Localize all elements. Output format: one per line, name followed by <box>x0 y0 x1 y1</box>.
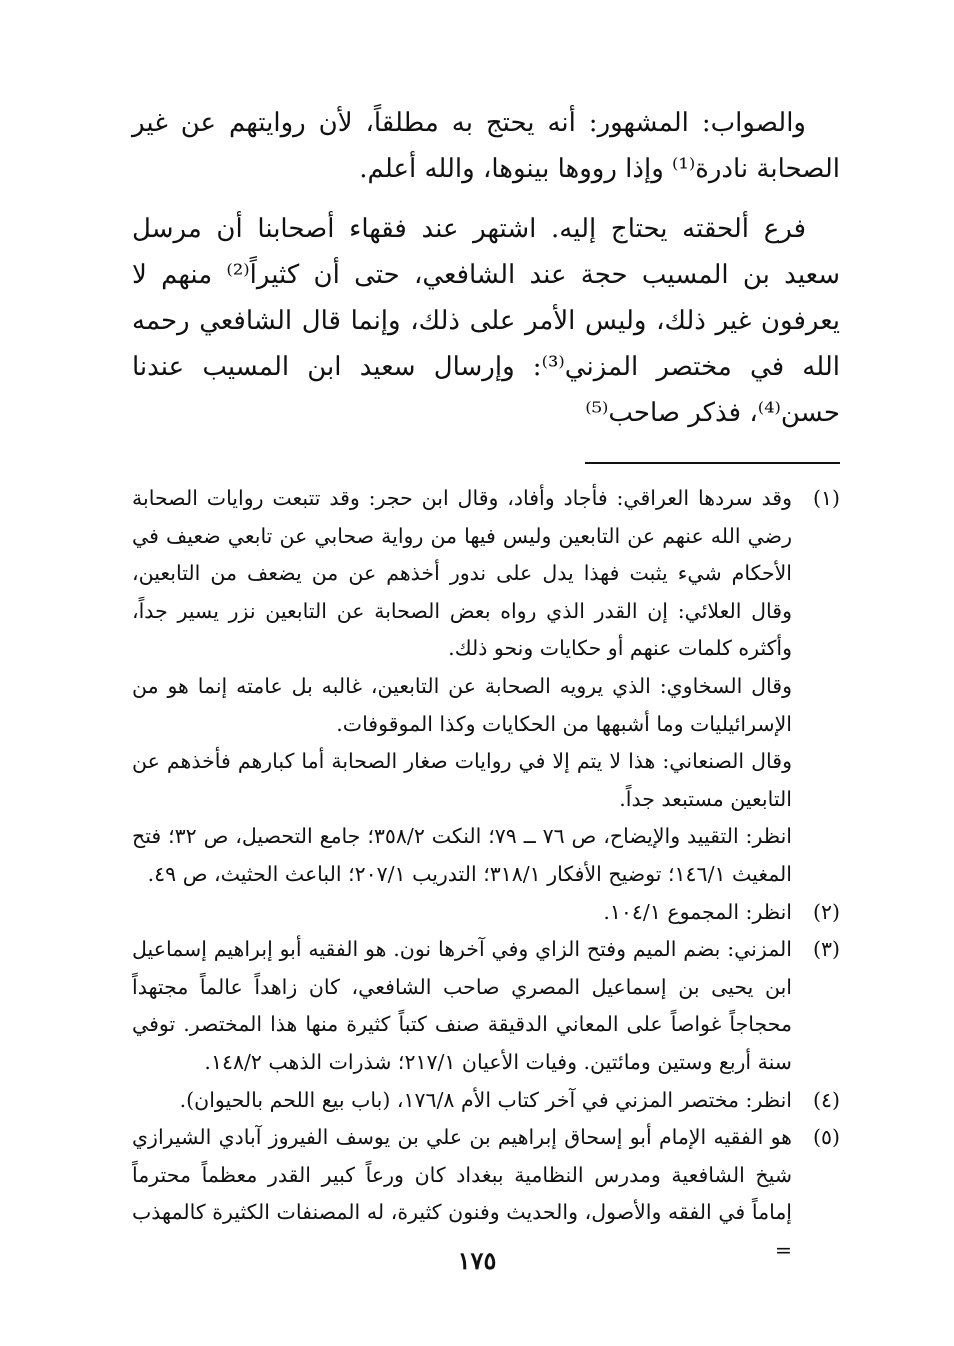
footnote-3 <box>132 931 840 1081</box>
footnote-text: انظر: مختصر المزني في آخر كتاب الأم ١٧٦/٨، (باب بيع اللحم بالحيوان). <box>179 1087 792 1112</box>
footnote-number: (٢) <box>812 899 840 924</box>
footnote-1 <box>132 480 840 894</box>
footnote-2 <box>132 894 840 932</box>
footnotes <box>132 480 840 1269</box>
body-paragraph-2: فرع ألحقته يحتاج إليه. اشتهر عند فقهاء أصحابنا أن مرسل سعيد بن المسيب حجة عند الشافعي، حتى أن كثيراً⁽²⁾ منهم لا يعرفون غير ذلك، وليس الأمر على ذلك، وإنما قال الشافعي رحمه الله في مختصر المزني⁽³⁾: وإرسال سعيد ابن المسيب عندنا حسن⁽⁴⁾، فذكر صاحب⁽⁵⁾ <box>132 214 840 428</box>
footnote-text: وقال السخاوي: الذي يرويه الصحابة عن التابعين، غالبه بل عامته إنما هو من الإسرائيليات وما أشبهها من الحكايات وكذا الموقوفات. <box>132 673 792 736</box>
footnote-text: انظر: التقييد والإيضاح، ص ٧٦ ــ ٧٩؛ النكت ٣٥٨/٢؛ جامع التحصيل، ص ٣٢؛ فتح المغيث ١٤٦/١؛ توضيح الأفكار ٣١٨/١؛ التدريب ٢٠٧/١؛ الباعث الحثيث، ص ٤٩. <box>132 824 792 886</box>
page-number: ١٧٥ <box>457 1246 497 1275</box>
footnote-number: (٥) <box>812 1125 840 1150</box>
footnote-number: (٤) <box>812 1087 840 1112</box>
page-content <box>132 100 840 1269</box>
footnote-number: (٣) <box>812 937 840 962</box>
footnote-text: وقال الصنعاني: هذا لا يتم إلا في روايات صغار الصحابة أما كبارهم فأخذهم عن التابعين مستبعد جداً. <box>132 749 792 811</box>
footnote-text: المزني: بضم الميم وفتح الزاي وفي آخرها نون. هو الفقيه أبو إبراهيم إسماعيل ابن يحيى بن إسماعيل المصري صاحب الشافعي، كان زاهداً عالماً مجتهداً محجاجاً غواصاً على المعاني الدقيقة صنف كتباً كثيرة منها هذا المختصر. توفي سنة أربع وستين ومائتين. وفيات الأعيان ٢١٧/١؛ شذرات الذهب ١٤٨/٢. <box>132 937 792 1074</box>
footnote-number: (١) <box>812 486 840 510</box>
footnote-text: وقد سردها العراقي: فأجاد وأفاد، وقال ابن حجر: وقد تتبعت روايات الصحابة رضي الله عنهم عن التابعين وليس فيها من رواية صحابي عن تابعي ضعيف في الأحكام شيء يثبت فهذا يدل على ندور أخذهم عن من يضعف من التابعين، وقال العلائي: إن القدر الذي رواه بعض الصحابة عن التابعين نزر يسير جداً، وأكثره كلمات عنهم أو حكايات ونحو ذلك. <box>132 486 792 661</box>
footnote-text: هو الفقيه الإمام أبو إسحاق إبراهيم بن علي بن يوسف الفيروز آبادي الشيرازي شيخ الشافعية ومدرس النظامية ببغداد كان ورعاً كبير القدر معظماً محترماً إماماً في الفقه والأصول، والحديث وفنون كثيرة، له المصنفات الكثيرة كالمهذب = <box>132 1125 792 1262</box>
footnote-4 <box>132 1082 840 1120</box>
footnote-text: انظر: المجموع ١٠٤/١. <box>603 899 792 924</box>
body-paragraph-1: والصواب: المشهور: أنه يحتج به مطلقاً، لأن روايتهم عن غير الصحابة نادرة⁽¹⁾ وإذا رووها بينوها، والله أعلم. <box>132 108 840 184</box>
footnote-separator <box>585 462 840 464</box>
